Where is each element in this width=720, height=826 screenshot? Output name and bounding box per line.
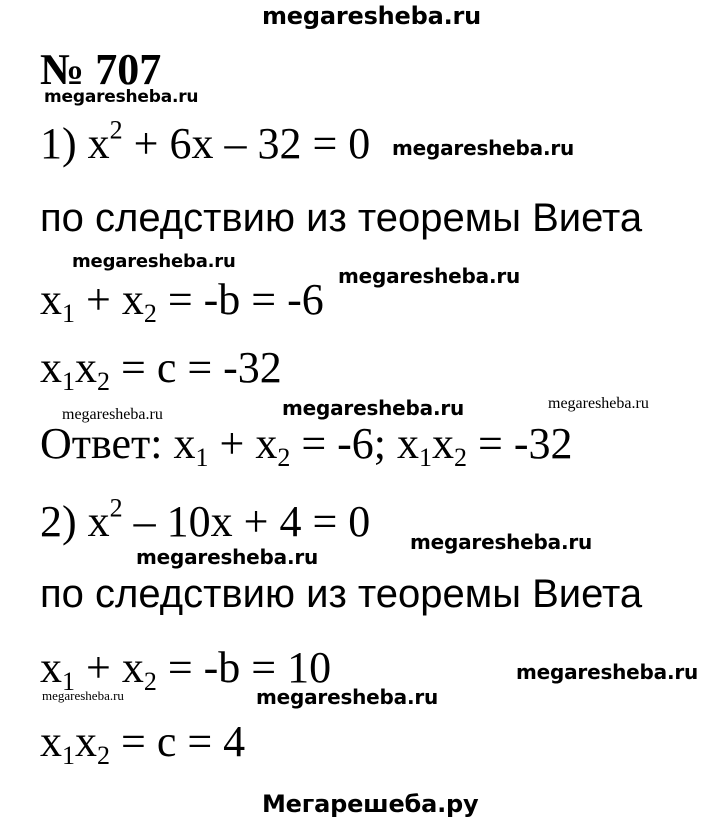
- watermark: megaresheba.ru: [256, 685, 439, 709]
- watermark: megaresheba.ru: [62, 406, 163, 423]
- watermark: megaresheba.ru: [410, 530, 593, 554]
- roots-product-2: $x_1x_2 = c = 4$: [40, 717, 246, 770]
- equation-1: 1) $x^2 + 6x - 32 = 0$: [40, 115, 371, 168]
- watermark: megaresheba.ru: [392, 136, 575, 160]
- roots-product-1: $x_1x_2 = c = -32$: [40, 343, 282, 396]
- answer-1: Ответ: $x_1 + x_2 = -6$; $x_1x_2 = -32$: [40, 419, 573, 472]
- watermark: megaresheba.ru: [136, 545, 319, 569]
- watermark: megaresheba.ru: [338, 264, 521, 288]
- watermark: megaresheba.ru: [282, 396, 465, 420]
- watermark: megaresheba.ru: [42, 688, 124, 703]
- header-site: megaresheba.ru: [262, 2, 482, 30]
- roots-sum-1: $x_1 + x_2 = -b = -6$: [40, 275, 324, 328]
- watermark: megaresheba.ru: [516, 660, 699, 684]
- footer-site: Мегарешеба.ру: [262, 790, 479, 818]
- watermark: megaresheba.ru: [548, 395, 649, 412]
- vieta-note-1: по следствию из теоремы Виета: [40, 196, 643, 240]
- roots-sum-2: $x_1 + x_2 = -b = 10$: [40, 643, 332, 696]
- equation-2: 2) $x^2 - 10x + 4 = 0$: [40, 493, 371, 546]
- watermark: megaresheba.ru: [72, 251, 236, 272]
- vieta-note-2: по следствию из теоремы Виета: [40, 572, 643, 616]
- watermark: megaresheba.ru: [44, 87, 199, 107]
- problem-number: № 707: [40, 45, 162, 94]
